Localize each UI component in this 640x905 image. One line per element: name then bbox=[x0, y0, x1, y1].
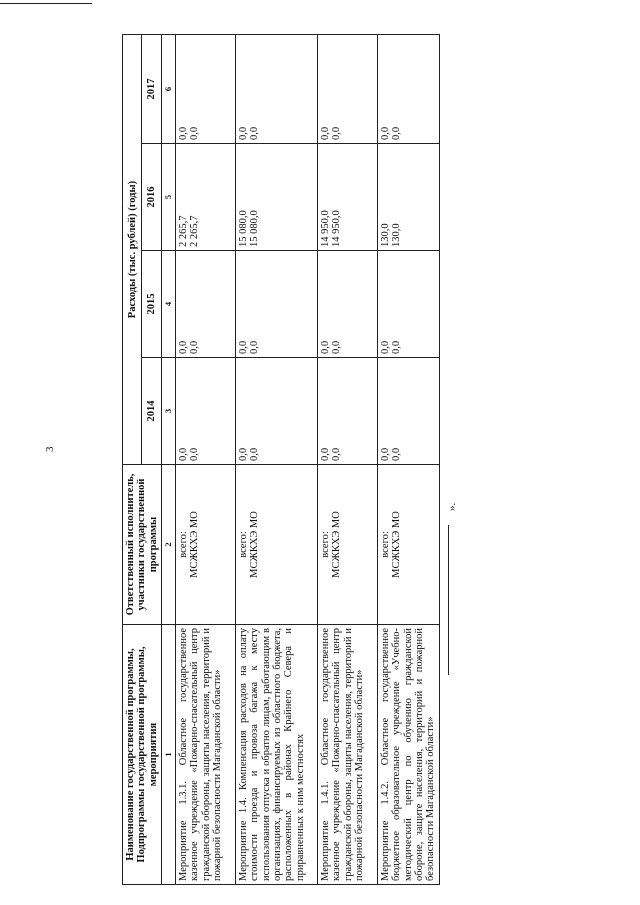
measure-name: Мероприятие 1.4. Компенсация расходов на оплату стоимости проезда и провоза багажа к месту использования отпуска и обратно лицам, работающим в организациях, финансируемых из областного бюджета, расположенных в районах Крайнего Севера и приравненных к ним местностях bbox=[236, 625, 318, 885]
value-cell-2015 bbox=[378, 251, 440, 358]
measure-name: Мероприятие 1.4.1. Областное государственное казенное учреждение «Пожарно-спасательный центр гражданской обороны, защиты населения, территорий и пожарной безопасности Магаданской области» bbox=[318, 625, 378, 885]
total-value: 0,0 bbox=[320, 340, 332, 354]
value: 0,0 bbox=[391, 126, 403, 140]
total-value: 0,0 bbox=[380, 340, 392, 354]
total-label: всего: bbox=[178, 531, 190, 558]
total-value: 0,0 bbox=[320, 126, 332, 140]
header-executor: Ответственный исполнитель, участники государственной программы bbox=[123, 465, 162, 625]
executor-name: МСЖКХЭ МО bbox=[249, 511, 261, 578]
executor-name: МСЖКХЭ МО bbox=[331, 511, 343, 578]
column-number: 4 bbox=[161, 251, 175, 358]
page-number: 3 bbox=[44, 446, 56, 452]
value-cell-2017 bbox=[236, 35, 318, 144]
value: 0,0 bbox=[331, 126, 343, 140]
rotated-table-container bbox=[122, 35, 517, 885]
header-year-2014: 2014 bbox=[142, 358, 162, 465]
total-value: 0,0 bbox=[178, 126, 190, 140]
value: 2 265,7 bbox=[189, 215, 201, 247]
value-cell-2017 bbox=[318, 35, 378, 144]
header-name: Наименование государственной программы, Подпрограммы государственной программы, мероприятия bbox=[123, 625, 162, 885]
closing-quote-mark: ». bbox=[446, 502, 458, 511]
value: 0,0 bbox=[249, 340, 261, 354]
executor-cell bbox=[176, 465, 236, 625]
measure-name: Мероприятие 1.4.2. Областное государственное бюджетное образовательное учреждение «Учебно-методический центр по обучению гражданской обороне, защите населения, территорий и пожарной безопасности Магаданской области» bbox=[378, 625, 440, 885]
value-cell-2015 bbox=[236, 251, 318, 358]
header-expenses: Расходы (тыс. рублей) (годы) bbox=[123, 35, 142, 465]
value-cell-2014 bbox=[236, 358, 318, 465]
value-cell-2014 bbox=[318, 358, 378, 465]
total-value: 2 265,7 bbox=[178, 215, 190, 247]
value-cell-2016 bbox=[318, 144, 378, 251]
value: 0,0 bbox=[391, 340, 403, 354]
value-cell-2017 bbox=[176, 35, 236, 144]
table-row bbox=[318, 35, 378, 885]
value: 15 080,0 bbox=[249, 210, 261, 247]
header-year-2016: 2016 bbox=[142, 144, 162, 251]
value-cell-2016 bbox=[176, 144, 236, 251]
header-year-2017: 2017 bbox=[142, 35, 162, 144]
value-cell-2015 bbox=[318, 251, 378, 358]
measure-name: Мероприятие 1.3.1. Областное государственное казенное учреждение «Пожарно-спасательный центр гражданской обороны, защиты населения, территорий и пожарной безопасности Магаданской области» bbox=[176, 625, 236, 885]
header-row-1 bbox=[123, 35, 142, 885]
total-label: всего: bbox=[238, 531, 250, 558]
value: 0,0 bbox=[189, 340, 201, 354]
table-row bbox=[378, 35, 440, 885]
total-value: 0,0 bbox=[178, 340, 190, 354]
value: 0,0 bbox=[189, 126, 201, 140]
header-year-2015: 2015 bbox=[142, 251, 162, 358]
value: 0,0 bbox=[331, 447, 343, 461]
value-cell-2014 bbox=[176, 358, 236, 465]
expenses-table bbox=[122, 34, 440, 885]
value-cell-2017 bbox=[378, 35, 440, 144]
column-number: 1 bbox=[161, 625, 175, 885]
total-value: 0,0 bbox=[238, 340, 250, 354]
total-value: 15 080,0 bbox=[238, 210, 250, 247]
total-value: 0,0 bbox=[380, 447, 392, 461]
value: 0,0 bbox=[249, 447, 261, 461]
column-number: 2 bbox=[161, 465, 175, 625]
column-number: 5 bbox=[161, 144, 175, 251]
value-cell-2014 bbox=[378, 358, 440, 465]
top-rule bbox=[0, 3, 92, 4]
executor-cell bbox=[378, 465, 440, 625]
column-number-row bbox=[161, 35, 175, 885]
total-value: 0,0 bbox=[380, 126, 392, 140]
closing-signature-line bbox=[446, 502, 458, 675]
total-value: 14 950,0 bbox=[320, 210, 332, 247]
value-cell-2016 bbox=[236, 144, 318, 251]
total-value: 0,0 bbox=[238, 126, 250, 140]
value: 130,0 bbox=[391, 223, 403, 247]
column-number: 3 bbox=[161, 358, 175, 465]
total-value: 0,0 bbox=[320, 447, 332, 461]
executor-name: МСЖКХЭ МО bbox=[189, 511, 201, 578]
table-row bbox=[236, 35, 318, 885]
total-value: 0,0 bbox=[238, 447, 250, 461]
executor-cell bbox=[236, 465, 318, 625]
total-label: всего: bbox=[320, 531, 332, 558]
column-number: 6 bbox=[161, 35, 175, 144]
value: 0,0 bbox=[391, 447, 403, 461]
value: 14 950,0 bbox=[331, 210, 343, 247]
executor-name: МСЖКХЭ МО bbox=[391, 511, 403, 578]
table-row bbox=[176, 35, 236, 885]
value: 0,0 bbox=[249, 126, 261, 140]
value-cell-2016 bbox=[378, 144, 440, 251]
total-value: 130,0 bbox=[380, 223, 392, 247]
value: 0,0 bbox=[331, 340, 343, 354]
value: 0,0 bbox=[189, 447, 201, 461]
signature-rule bbox=[448, 525, 449, 675]
value-cell-2015 bbox=[176, 251, 236, 358]
total-label: всего: bbox=[380, 531, 392, 558]
executor-cell bbox=[318, 465, 378, 625]
total-value: 0,0 bbox=[178, 447, 190, 461]
